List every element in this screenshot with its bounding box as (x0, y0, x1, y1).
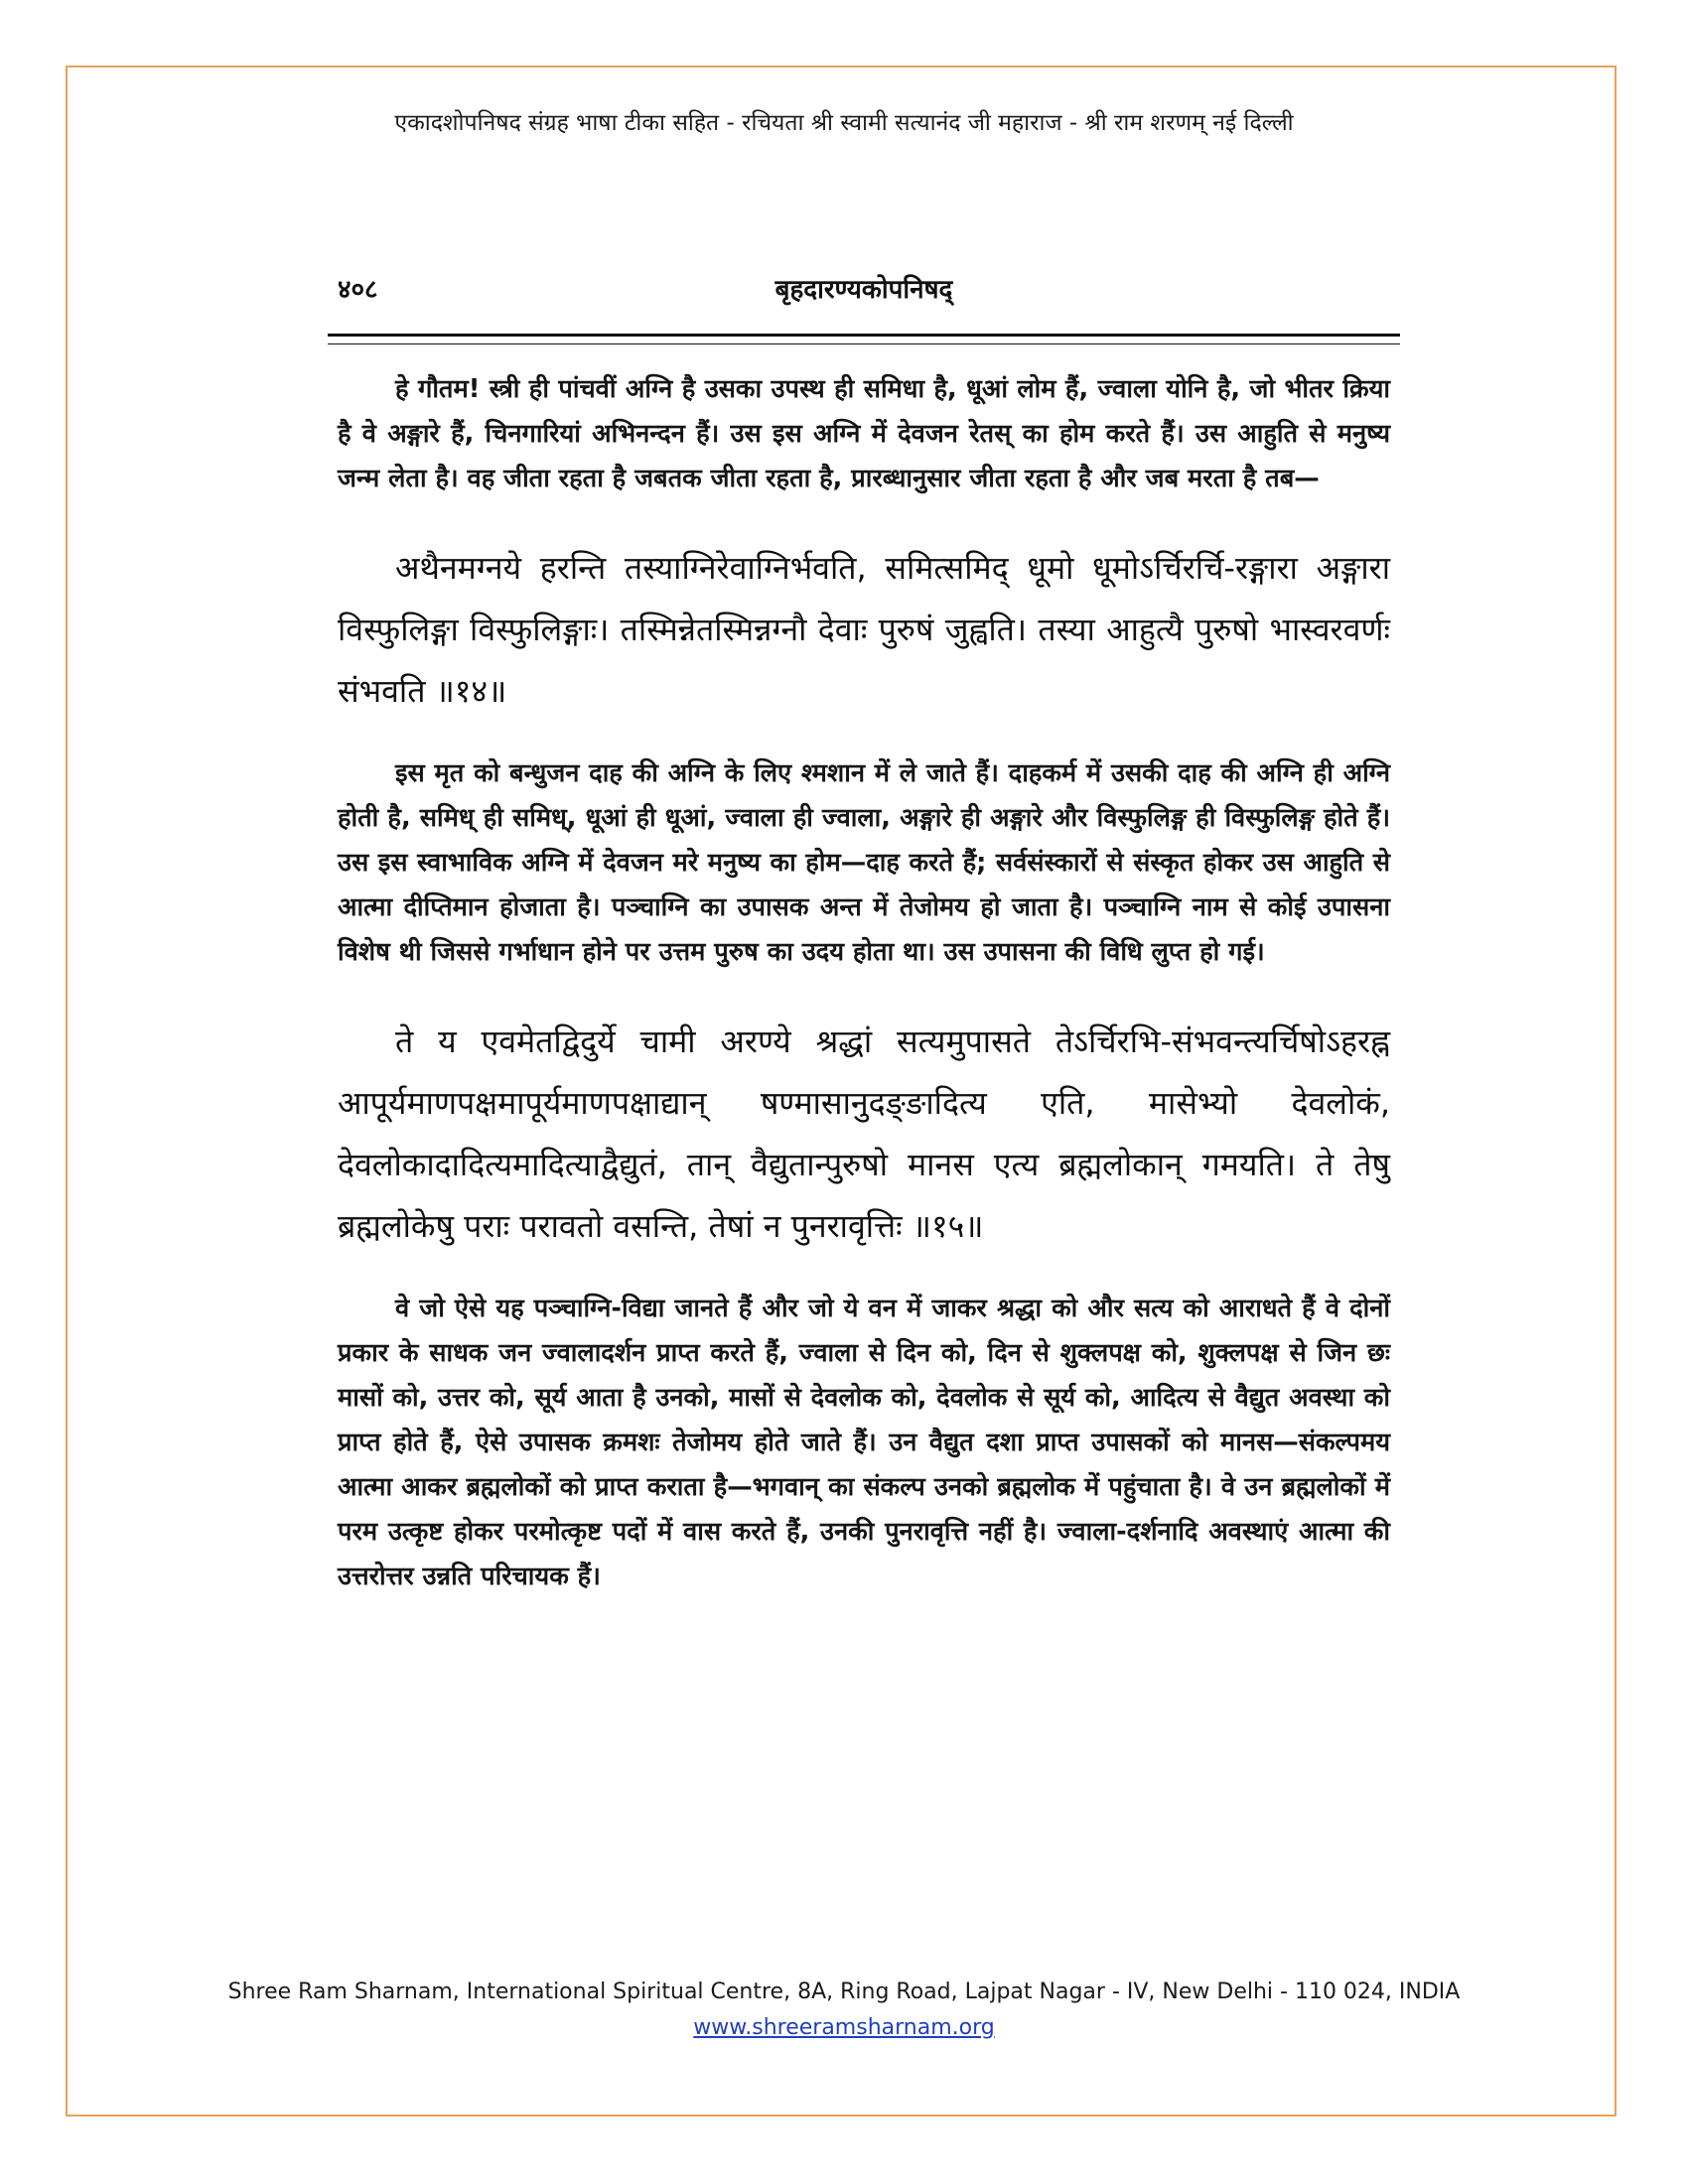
sanskrit-verse-15: ते य एवमेतद्विदुर्ये चामी अरण्ये श्रद्धां सत्यमुपासते तेऽर्चिरभि-संभवन्त्यर्चिषोऽहरह्न आपूर्यमाणपक्षमापूर्यमाणपक्षाद्यान् षण्मासानुदङ्ङादित्य एति, मासेभ्यो देवलोकं, देवलोकादादित्यमादित्याद्वैद्युतं, तान् वैद्युतान्पुरुषो मानस एत्य ब्रह्मलोकान् गमयति। ते तेषु ब्रह्मलोकेषु पराः परावतो वसन्ति, तेषां न पुनरावृत्तिः ॥१५॥ (338, 1023, 1390, 1245)
page-title: बृहदारण्यकोपनिषद् (774, 275, 953, 305)
hindi-commentary-paragraph: इस मृत को बन्धुजन दाह की अग्नि के लिए श्मशान में ले जाते हैं। दाहकर्म में उसकी दाह की अग्नि ही अग्नि होती है, समिध् ही समिध्, धूआं ही धूआं, ज्वाला ही ज्वाला, अङ्गारे ही अङ्गारे और विस्फुलिङ्ग ही विस्फुलिङ्ग होते हैं। उस इस स्वाभाविक अग्नि में देवजन मरे मनुष्य का होम—दाह करते हैं; सर्वसंस्कारों से संस्कृत होकर उस आहुति से आत्मा दीप्तिमान होजाता है। पञ्चाग्नि का उपासक अन्त में तेजोमय हो जाता है। पञ्चाग्नि नाम से कोई उपासना विशेष थी जिससे गर्भाधान होने पर उत्तम पुरुष का उदय होता था। उस उपासना की विधि लुप्त हो गई। (338, 758, 1390, 967)
scanned-page (328, 258, 1400, 1946)
header-rule-thick (328, 334, 1400, 337)
document-header: एकादशोपनिषद संग्रह भाषा टीका सहित - रचियता श्री स्वामी सत्यानंद जी महाराज - श्री राम शरणम् नई दिल्ली (394, 110, 1294, 136)
footer-address: Shree Ram Sharnam, International Spiritual Centre, 8A, Ring Road, Lajpat Nagar - IV, New Delhi - 110 024, INDIA (227, 1979, 1461, 2004)
page-body (338, 367, 1390, 1599)
hindi-commentary-paragraph: वे जो ऐसे यह पञ्चाग्नि-विद्या जानते हैं और जो ये वन में जाकर श्रद्धा को और सत्य को आराधते हैं वे दोनों प्रकार के साधक जन ज्वालादर्शन प्राप्त करते हैं, ज्वाला से दिन को, दिन से शुक्लपक्ष को, शुक्लपक्ष से जिन छः मासों को, उत्तर को, सूर्य आता है उनको, मासों से देवलोक को, देवलोक से सूर्य को, आदित्य से वैद्युत अवस्था को प्राप्त होते हैं, ऐसे उपासक क्रमशः तेजोमय होते जाते हैं। उन वैद्युत दशा प्राप्त उपासकों को मानस—संकल्पमय आत्मा आकर ब्रह्मलोकों को प्राप्त कराता है—भगवान् का संकल्प उनको ब्रह्मलोक में पहुंचाता है। वे उन ब्रह्मलोकों में परम उत्कृष्ट होकर परमोत्कृष्ट पदों में वास करते हैं, उनकी पुनरावृत्ति नहीं है। ज्वाला-दर्शनादि अवस्थाएं आत्मा की उत्तरोत्तर उन्नति परिचायक हैं। (338, 1294, 1390, 1591)
header-rule-thin (328, 343, 1400, 344)
website-link[interactable]: www.shreeramsharnam.org (693, 2015, 995, 2040)
page-running-head (328, 264, 1400, 304)
hindi-commentary-paragraph: हे गौतम! स्त्री ही पांचवीं अग्नि है उसका उपस्थ ही समिधा है, धूआं लोम हैं, ज्वाला योनि है, जो भीतर क्रिया है वे अङ्गारे हैं, चिनगारियां अभिनन्दन हैं। उस इस अग्नि में देवजन रेतस् का होम करते हैं। उस आहुति से मनुष्य जन्म लेता है। वह जीता रहता है जबतक जीता रहता है, प्रारब्धानुसार जीता रहता है और जब मरता है तब— (338, 374, 1390, 493)
page-number: ४०८ (338, 275, 378, 305)
footer-website (0, 2015, 1688, 2040)
sanskrit-verse-14: अथैनमग्नये हरन्ति तस्याग्निरेवाग्निर्भवति, समित्समिद् धूमो धूमोऽर्चिरर्चि-रङ्गारा अङ्गारा विस्फुलिङ्गा विस्फुलिङ्गाः। तस्मिन्नेतस्मिन्नग्नौ देवाः पुरुषं जुह्वति। तस्या आहुत्यै पुरुषो भास्वरवर्णः संभवति ॥१४॥ (338, 549, 1390, 710)
